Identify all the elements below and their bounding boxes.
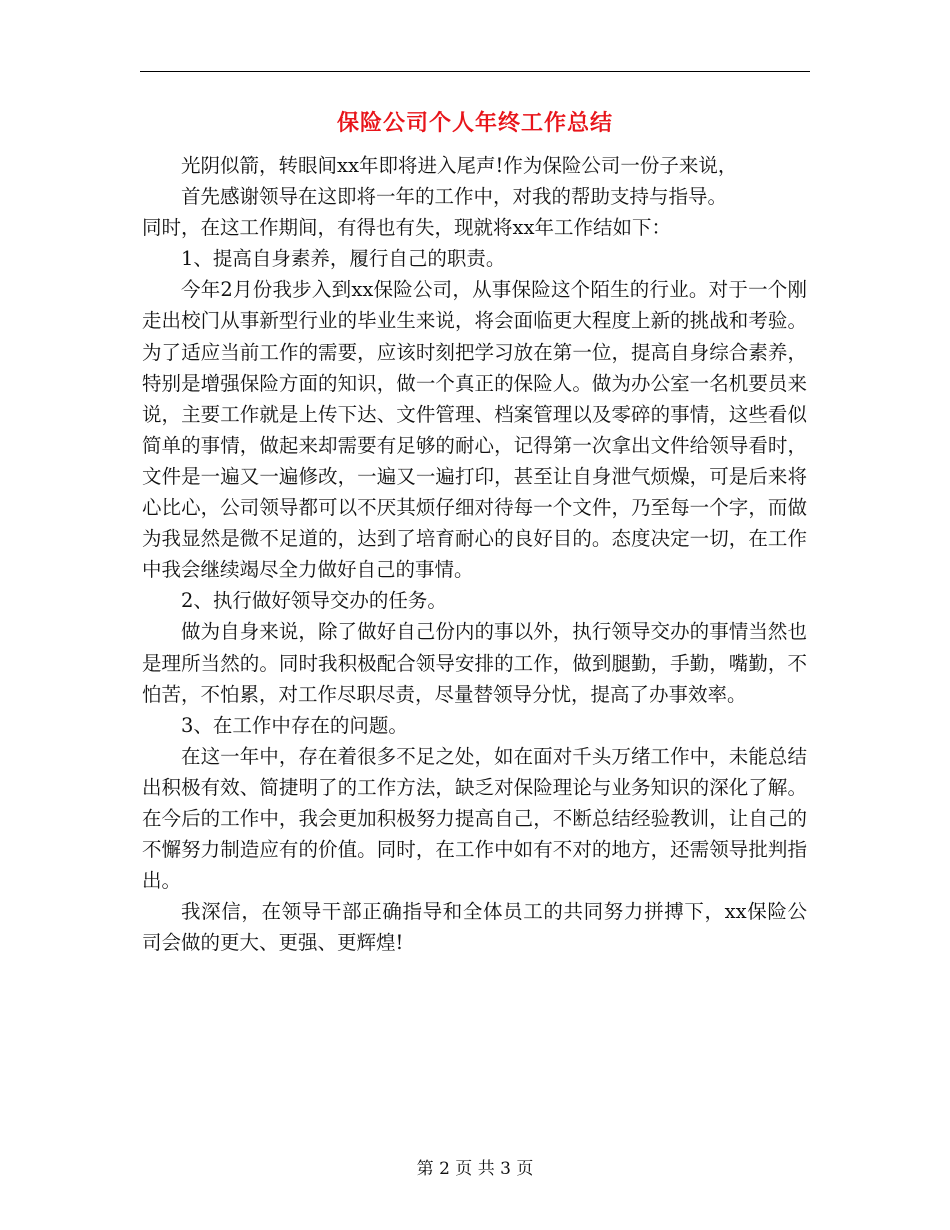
section-heading-3: 3、在工作中存在的问题。 (181, 713, 408, 737)
paragraph-thanks: 首先感谢领导在这即将一年的工作中，对我的帮助支持与指导。 (181, 185, 728, 209)
section-heading-2: 2、执行做好领导交办的任务。 (181, 589, 447, 613)
paragraph-section-3: 在这一年中，存在着很多不足之处，如在面对千头万绪工作中，未能总结出积极有效、简捷明了的工作方法，缺乏对保险理论与业务知识的深化了解。在今后的工作中，我会更加积极努力提高自己，不断总结经验教训，让自己的不懈努力制造应有的价值。同时，在工作中如有不对的地方，还需领导批判指出。 (142, 744, 807, 893)
paragraph-intro: 光阴似箭，转眼间xx年即将进入尾声!作为保险公司一份子来说， (181, 154, 738, 177)
header-rule (140, 71, 810, 72)
paragraph-closing: 我深信，在领导干部正确指导和全体员工的共同努力拼搏下，xx保险公司会做的更大、更强、更辉煌! (142, 900, 807, 955)
paragraph-section-2: 做为自身来说，除了做好自己份内的事以外，执行领导交办的事情当然也是理所当然的。同时我积极配合领导安排的工作，做到腿勤，手勤，嘴勤，不怕苦，不怕累，对工作尽职尽责，尽量替领导分忧，提高了办事效率。 (142, 620, 807, 706)
paragraph-section-1: 今年2月份我步入到xx保险公司，从事保险这个陌生的行业。对于一个刚走出校门从事新型行业的毕业生来说，将会面临更大程度上新的挑战和考验。为了适应当前工作的需要，应该时刻把学习放在第一位，提高自身综合素养，特别是增强保险方面的知识，做一个真正的保险人。做为办公室一名机要员来说，主要工作就是上传下达、文件管理、档案管理以及零碎的事情，这些看似简单的事情，做起来却需要有足够的耐心，记得第一次拿出文件给领导看时，文件是一遍又一遍修改，一遍又一遍打印，甚至让自身泄气烦燥，可是后来将心比心，公司领导都可以不厌其烦仔细对待每一个文件，乃至每一个字，而做为我显然是微不足道的，达到了培育耐心的良好目的。态度决定一切，在工作中我会继续竭尽全力做好自己的事情。 (142, 278, 807, 582)
paragraph-summary-lead: 同时，在这工作期间，有得也有失，现就将xx年工作结如下： (142, 216, 671, 240)
document-body (142, 150, 807, 958)
page-number: 第 2 页 共 3 页 (416, 1159, 534, 1179)
document-title: 保险公司个人年终工作总结 (336, 111, 613, 136)
section-heading-1: 1、提高自身素养，履行自己的职责。 (181, 247, 506, 271)
